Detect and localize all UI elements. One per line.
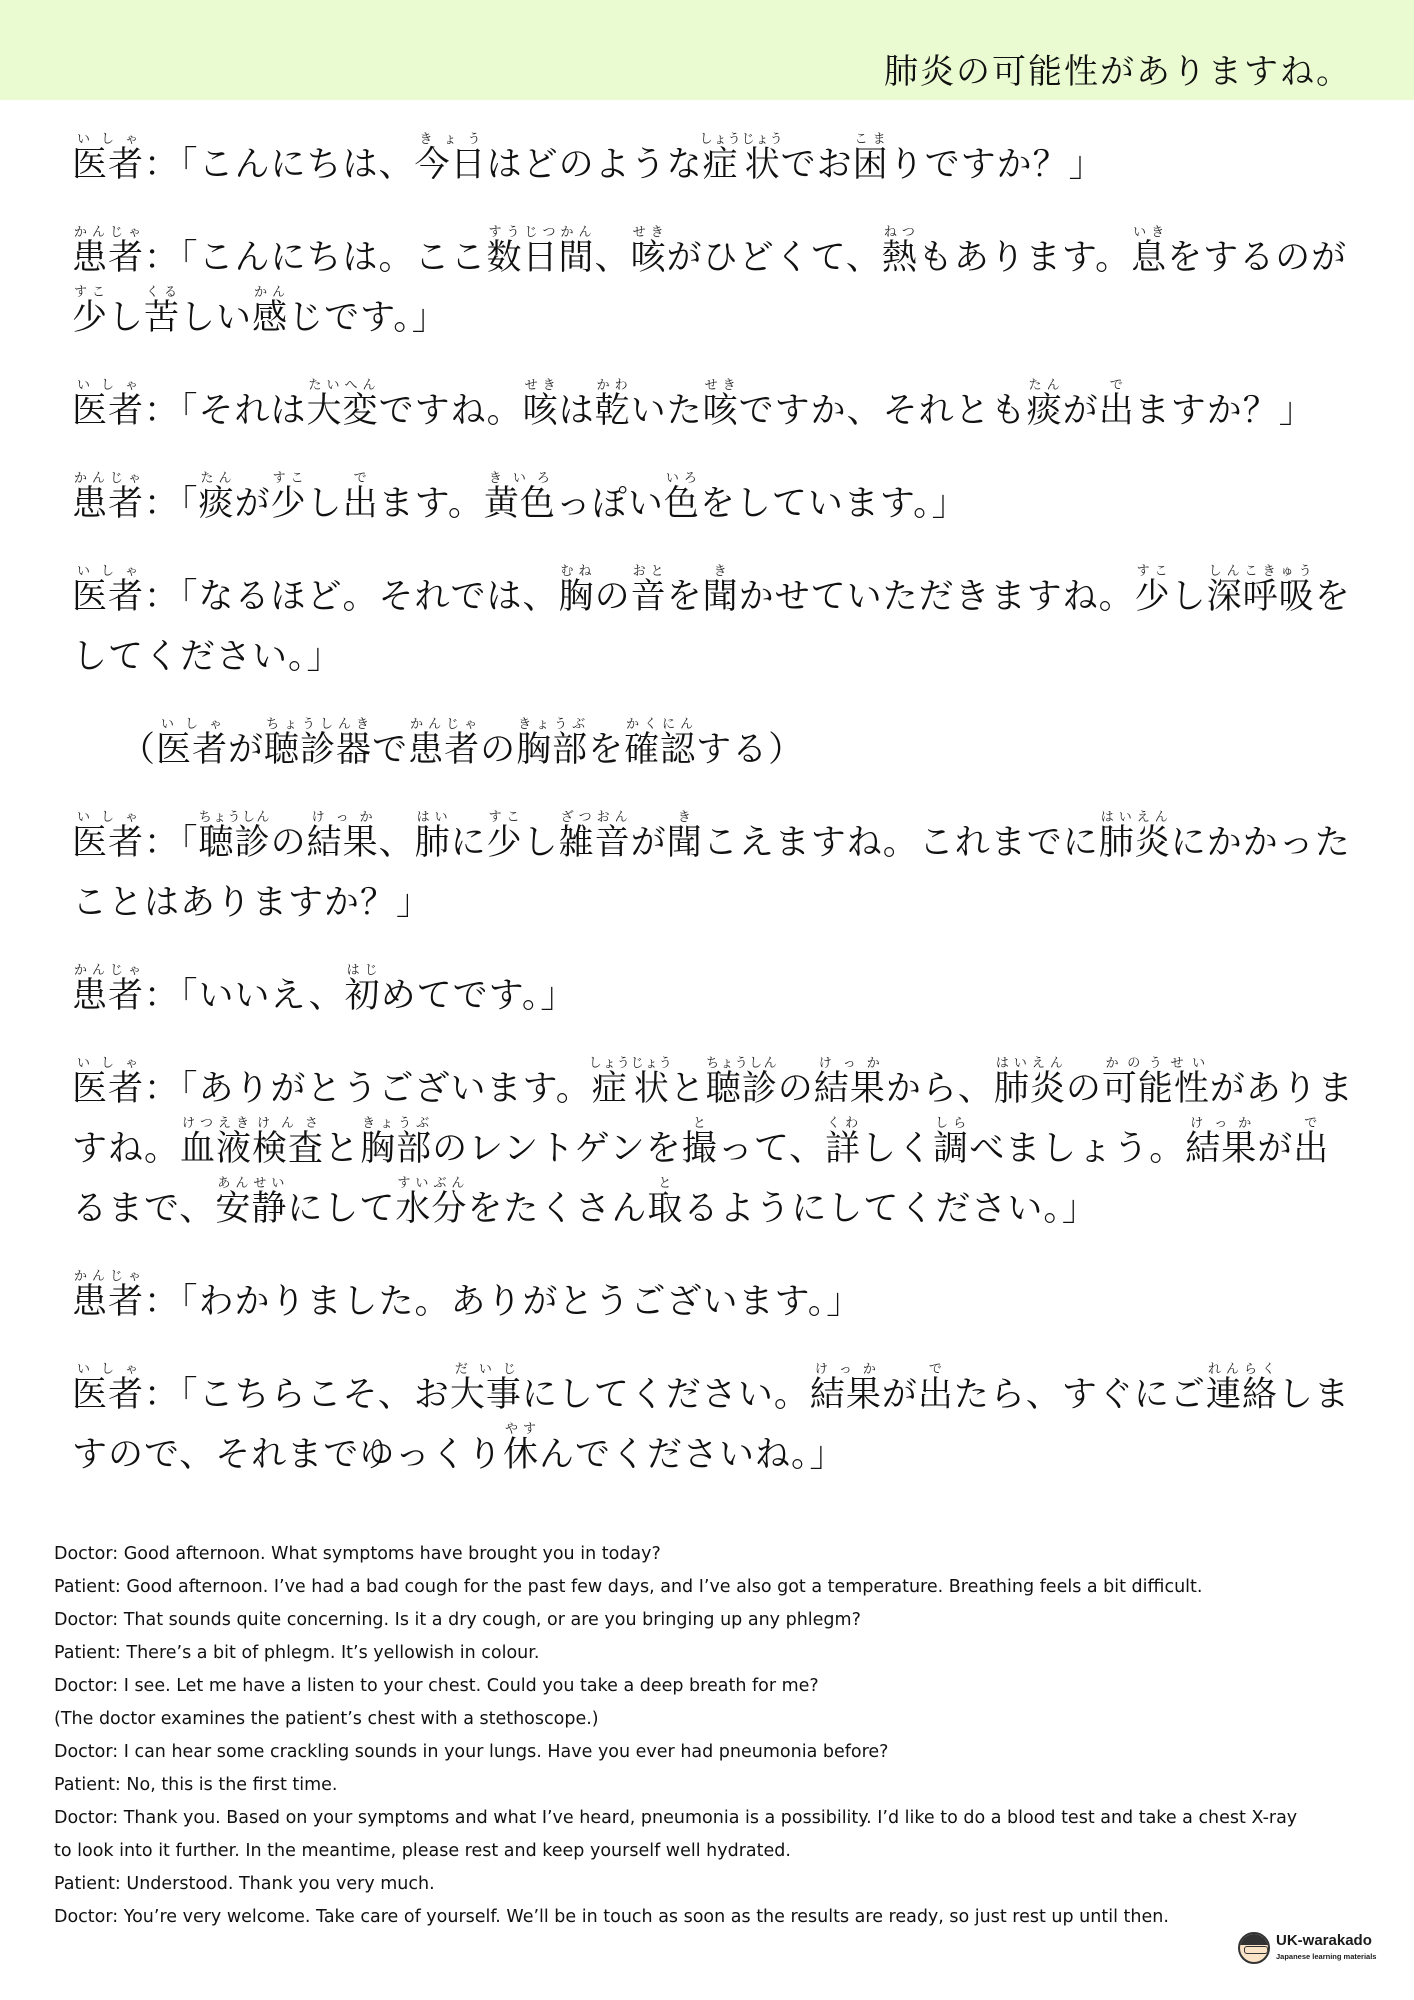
furigana: はい [414, 810, 451, 825]
text-segment: ： [144, 238, 181, 278]
ruby-word: 息いき [1131, 225, 1168, 278]
ruby-word: 音おと [630, 564, 667, 617]
translation-line: Doctor: I see. Let me have a listen to your chest. Could you take a deep breath for me? [54, 1676, 819, 1696]
furigana: かん [252, 285, 289, 300]
furigana: たん [198, 471, 235, 486]
ruby-word: 出で [917, 1362, 954, 1415]
translation-line: Patient: Good afternoon. I’ve had a bad cough for the past few days, and I’ve also got a temperature. Breathing feels a bit difficult. [54, 1577, 1203, 1597]
text-segment: が [630, 823, 667, 863]
ruby-word: 確認かくにん [624, 717, 697, 770]
furigana: こま [852, 132, 889, 147]
ruby-word: 血液けつえき [180, 1116, 253, 1169]
furigana: きいろ [483, 471, 556, 486]
text-segment: 「なるほど。それでは、 [180, 577, 559, 617]
dialogue-line [72, 564, 1362, 687]
ruby-word: 撮と [681, 1116, 718, 1169]
translation-line: (The doctor examines the patient’s chest with a stethoscope.) [54, 1709, 599, 1729]
text-segment: ： [144, 145, 181, 185]
logo-tagline: Japanese learning materials [1276, 1952, 1377, 1961]
ruby-word: 咳せき [630, 225, 667, 278]
ruby-word: 困こま [852, 132, 889, 185]
text-segment: の [1065, 1069, 1102, 1109]
translation-line: Doctor: Good afternoon. What symptoms have brought you in today? [54, 1544, 661, 1564]
ruby-word: 水分すいぶん [395, 1176, 468, 1229]
text-segment: 、 [594, 238, 631, 278]
ruby-word: 聞き [702, 564, 739, 617]
furigana: きょうぶ [516, 717, 589, 732]
furigana: かわ [594, 378, 631, 393]
furigana: しら [933, 1116, 970, 1131]
text-segment: の [480, 730, 517, 770]
furigana: かんじゃ [72, 225, 145, 240]
ruby-word: 出で [342, 471, 379, 524]
ruby-word: 胸部きょうぶ [360, 1116, 433, 1169]
text-segment: ： [144, 391, 181, 431]
ruby-word: 少すこ [270, 471, 307, 524]
dialogue-line [72, 471, 1362, 534]
text-segment: ： [144, 484, 181, 524]
furigana: と [647, 1176, 684, 1191]
ruby-word: 医者いしゃ [72, 1056, 145, 1109]
furigana: すこ [72, 285, 109, 300]
furigana: きょう [414, 132, 487, 147]
ruby-word: 初はじ [344, 963, 381, 1016]
ruby-word: 出で [1098, 378, 1135, 431]
text-segment: ますか？」 [1134, 391, 1315, 431]
avatar-icon [1238, 1932, 1270, 1964]
furigana: かんじゃ [72, 963, 145, 978]
ruby-word: 患者かんじゃ [72, 1269, 145, 1322]
furigana: いしゃ [156, 717, 229, 732]
furigana: かのうせい [1101, 1056, 1210, 1071]
ruby-word: 可能性かのうせい [1101, 1056, 1210, 1109]
text-segment: がありますね。 [72, 1069, 1354, 1169]
ruby-word: 咳せき [522, 378, 559, 431]
text-segment: をしています。」 [699, 484, 968, 524]
brand-logo [1238, 1930, 1388, 1972]
text-segment: のレントゲンを [432, 1129, 682, 1169]
ruby-word: 聴診ちょうしん [198, 810, 271, 863]
text-segment: じです。」 [288, 298, 448, 338]
furigana: いき [1131, 225, 1168, 240]
text-segment: ： [144, 823, 181, 863]
furigana: いろ [663, 471, 700, 486]
text-segment: が [234, 484, 271, 524]
ruby-word: 肺炎はいえん [1098, 810, 1171, 863]
text-segment: ： [144, 577, 181, 617]
ruby-word: 連絡れんらく [1205, 1362, 1278, 1415]
ruby-word: 結果けっか [809, 1362, 882, 1415]
translation-line: Doctor: I can hear some crackling sounds in your lungs. Have you ever had pneumonia before? [54, 1742, 889, 1762]
furigana: だいじ [449, 1362, 522, 1377]
furigana: たん [1026, 378, 1063, 393]
furigana: くる [144, 285, 181, 300]
ruby-word: 少すこ [72, 285, 109, 338]
ruby-word: 咳せき [702, 378, 739, 431]
furigana: けっか [1185, 1116, 1258, 1131]
furigana: けっか [306, 810, 379, 825]
furigana: むね [558, 564, 595, 579]
ruby-word: 胸むね [558, 564, 595, 617]
text-segment: がひどくて、 [666, 238, 882, 278]
ruby-word: 医者いしゃ [72, 564, 145, 617]
furigana: あんせい [215, 1176, 288, 1191]
furigana: ちょうしん [198, 810, 271, 825]
ruby-word: 症状しょうじょう [588, 1056, 673, 1109]
ruby-word: 痰たん [1026, 378, 1063, 431]
text-segment: と [324, 1129, 361, 1169]
page-title: 肺炎の可能性がありますね。 [884, 52, 1352, 92]
ruby-word: 色いろ [663, 471, 700, 524]
text-segment: で [372, 730, 409, 770]
furigana: たいへん [306, 378, 379, 393]
text-segment: し [306, 484, 343, 524]
text-segment: を [588, 730, 625, 770]
text-segment: 「 [180, 484, 199, 524]
ruby-word: 医者いしゃ [72, 378, 145, 431]
text-segment: 「いいえ、 [180, 976, 345, 1016]
dialogue-line [72, 1269, 1362, 1332]
furigana: き [702, 564, 739, 579]
text-segment: しい [180, 298, 253, 338]
furigana: で [342, 471, 379, 486]
furigana: いしゃ [72, 1362, 145, 1377]
furigana: ざつおん [558, 810, 631, 825]
text-segment: が [881, 1375, 918, 1415]
logo-name: UK-warakado [1276, 1932, 1372, 1949]
ruby-word: 大事だいじ [449, 1362, 522, 1415]
text-segment: ます。 [378, 484, 484, 524]
ruby-word: 患者かんじゃ [408, 717, 481, 770]
furigana: すうじつかん [486, 225, 595, 240]
text-segment: もあります。 [917, 238, 1132, 278]
furigana: で [1098, 378, 1135, 393]
text-segment: んでくださいね。」 [538, 1435, 846, 1475]
ruby-word: 熱ねつ [881, 225, 918, 278]
translation-line: Patient: Understood. Thank you very much. [54, 1874, 435, 1894]
ruby-word: 感かん [252, 285, 289, 338]
english-translation [54, 1538, 1374, 1934]
ruby-word: 少すこ [486, 810, 523, 863]
ruby-word: 検査けんさ [252, 1116, 325, 1169]
dialogue-line [72, 225, 1362, 348]
furigana: で [1293, 1116, 1330, 1131]
translation-line: to look into it further. In the meantime, please rest and keep yourself well hydrated. [54, 1841, 791, 1861]
ruby-word: 安静あんせい [215, 1176, 288, 1229]
ruby-word: 患者かんじゃ [72, 471, 145, 524]
translation-line: Patient: There’s a bit of phlegm. It’s yellowish in colour. [54, 1643, 540, 1663]
furigana: けんさ [252, 1116, 325, 1131]
ruby-word: 聴診器ちょうしんき [264, 717, 373, 770]
text-segment: るまで、 [72, 1189, 216, 1229]
ruby-word: 今日きょう [414, 132, 487, 185]
furigana: やす [502, 1422, 539, 1437]
ruby-word: 肺炎はいえん [993, 1056, 1066, 1109]
ruby-word: 医者いしゃ [72, 810, 145, 863]
ruby-word: 医者いしゃ [72, 132, 145, 185]
text-segment: が [1257, 1129, 1294, 1169]
text-segment: 「 [180, 823, 199, 863]
text-segment: し [522, 823, 559, 863]
furigana: かくにん [624, 717, 697, 732]
dialogue-line [72, 963, 1362, 1026]
ruby-word: 大変たいへん [306, 378, 379, 431]
text-segment: ： [144, 1069, 181, 1109]
translation-line: Doctor: That sounds quite concerning. Is it a dry cough, or are you bringing up any phlegm? [54, 1610, 861, 1630]
ruby-word: 乾かわ [594, 378, 631, 431]
text-segment: ： [144, 1282, 181, 1322]
ruby-word: 聴診ちょうしん [705, 1056, 778, 1109]
ruby-word: 結果けっか [306, 810, 379, 863]
text-segment: たら、すぐにご [953, 1375, 1206, 1415]
ruby-word: 調しら [933, 1116, 970, 1169]
text-segment: から、 [885, 1069, 994, 1109]
text-segment: っぽい [555, 484, 664, 524]
ruby-word: 深呼吸しんこきゅう [1206, 564, 1315, 617]
text-segment: をたくさん [467, 1189, 648, 1229]
text-segment: かせていただきますね。 [738, 577, 1135, 617]
ruby-word: 症状しょうじょう [699, 132, 784, 185]
furigana: かんじゃ [408, 717, 481, 732]
ruby-word: 休やす [502, 1422, 539, 1475]
text-segment: に [450, 823, 487, 863]
text-segment: にしてください。 [521, 1375, 810, 1415]
furigana: しんこきゅう [1206, 564, 1315, 579]
ruby-word: 胸部きょうぶ [516, 717, 589, 770]
furigana: しょうじょう [699, 132, 784, 147]
dialogue-line [72, 1362, 1362, 1485]
furigana: いしゃ [72, 378, 145, 393]
furigana: れんらく [1205, 1362, 1278, 1377]
furigana: かんじゃ [72, 1269, 145, 1284]
text-segment: って、 [717, 1129, 826, 1169]
text-segment: を [666, 577, 703, 617]
text-segment: でお [780, 145, 853, 185]
text-segment: べましょう。 [969, 1129, 1186, 1169]
furigana: せき [702, 378, 739, 393]
furigana: き [666, 810, 703, 825]
furigana: で [917, 1362, 954, 1377]
furigana: はいえん [993, 1056, 1066, 1071]
furigana: ちょうしんき [264, 717, 373, 732]
dialogue-line [72, 810, 1362, 933]
text-segment: ですね。 [378, 391, 523, 431]
translation-line: Patient: No, this is the first time. [54, 1775, 338, 1795]
text-segment: 「ありがとうございます。 [180, 1069, 592, 1109]
text-segment: にして [287, 1189, 396, 1229]
furigana: かんじゃ [72, 471, 145, 486]
text-segment: と [669, 1069, 706, 1109]
text-segment: は [558, 391, 595, 431]
text-segment: いた [630, 391, 703, 431]
text-segment: の [270, 823, 307, 863]
translation-line: Doctor: You’re very welcome. Take care of yourself. We’ll be in touch as soon as the results are ready, so just rest up until then. [54, 1907, 1169, 1927]
ruby-word: 黄色きいろ [483, 471, 556, 524]
text-segment: にかかったことはありますか？」 [72, 823, 1351, 923]
text-segment: りですか？」 [888, 145, 1105, 185]
furigana: しょうじょう [588, 1056, 673, 1071]
text-segment: をするのが [1167, 238, 1348, 278]
furigana: きょうぶ [360, 1116, 433, 1131]
narration-line [72, 717, 1362, 780]
text-segment: 「こんにちは、 [180, 145, 415, 185]
text-segment: しく [861, 1129, 934, 1169]
ruby-word: 患者かんじゃ [72, 963, 145, 1016]
furigana: ねつ [881, 225, 918, 240]
ruby-word: 少すこ [1134, 564, 1171, 617]
text-segment: の [777, 1069, 814, 1109]
ruby-word: 結果けっか [813, 1056, 886, 1109]
furigana: すこ [486, 810, 523, 825]
furigana: けっか [813, 1056, 886, 1071]
text-segment: ： [144, 1375, 181, 1415]
text-segment: 「こんにちは。ここ [180, 238, 487, 278]
furigana: すこ [270, 471, 307, 486]
header-band [0, 0, 1414, 100]
furigana: いしゃ [72, 564, 145, 579]
furigana: おと [630, 564, 667, 579]
ruby-word: 患者かんじゃ [72, 225, 145, 278]
text-segment: 「こちらこそ、お [180, 1375, 450, 1415]
translation-line: Doctor: Thank you. Based on your symptoms and what I’ve heard, pneumonia is a possibility. I’d like to do a blood test and take a chest X-ray [54, 1808, 1298, 1828]
text-segment: （ [120, 730, 157, 770]
ruby-word: 肺はい [414, 810, 451, 863]
text-segment: めてです。」 [380, 976, 577, 1016]
text-segment: が [228, 730, 265, 770]
furigana: せき [522, 378, 559, 393]
furigana: せき [630, 225, 667, 240]
text-segment: の [594, 577, 631, 617]
dialogue-line [72, 132, 1362, 195]
ruby-word: 聞き [666, 810, 703, 863]
furigana: けつえき [180, 1116, 253, 1131]
text-segment: ： [144, 976, 181, 1016]
furigana: はじ [344, 963, 381, 978]
ruby-word: 苦くる [144, 285, 181, 338]
text-segment: 「わかりました。ありがとうございます。」 [180, 1282, 863, 1322]
text-segment: 、 [378, 823, 415, 863]
dialogue-line [72, 378, 1362, 441]
furigana: すこ [1134, 564, 1171, 579]
furigana: いしゃ [72, 1056, 145, 1071]
text-segment: が [1062, 391, 1099, 431]
ruby-word: 医者いしゃ [72, 1362, 145, 1415]
furigana: と [681, 1116, 718, 1131]
text-segment: ですか、それとも [738, 391, 1027, 431]
furigana: はいえん [1098, 810, 1171, 825]
furigana: けっか [809, 1362, 882, 1377]
furigana: いしゃ [72, 132, 145, 147]
text-segment: こえますね。これまでに [702, 823, 1099, 863]
ruby-word: 結果けっか [1185, 1116, 1258, 1169]
ruby-word: 取と [647, 1176, 684, 1229]
ruby-word: 出で [1293, 1116, 1330, 1169]
text-segment: し [1170, 577, 1207, 617]
ruby-word: 数日間すうじつかん [486, 225, 595, 278]
text-segment: し [108, 298, 145, 338]
text-segment: るようにしてください。」 [683, 1189, 1098, 1229]
text-segment: はどのような [486, 145, 703, 185]
ruby-word: 詳くわ [825, 1116, 862, 1169]
ruby-word: 雑音ざつおん [558, 810, 631, 863]
furigana: くわ [825, 1116, 862, 1131]
text-segment: をしてください。」 [72, 577, 1351, 677]
text-segment: しますので、それまでゆっくり [72, 1375, 1350, 1475]
dialogue-line [72, 1056, 1362, 1239]
furigana: ちょうしん [705, 1056, 778, 1071]
ruby-word: 医者いしゃ [156, 717, 229, 770]
text-segment: する） [696, 730, 805, 770]
ruby-word: 痰たん [198, 471, 235, 524]
furigana: いしゃ [72, 810, 145, 825]
text-segment: 「それは [180, 391, 307, 431]
furigana: すいぶん [395, 1176, 468, 1191]
dialogue [72, 132, 1362, 1515]
